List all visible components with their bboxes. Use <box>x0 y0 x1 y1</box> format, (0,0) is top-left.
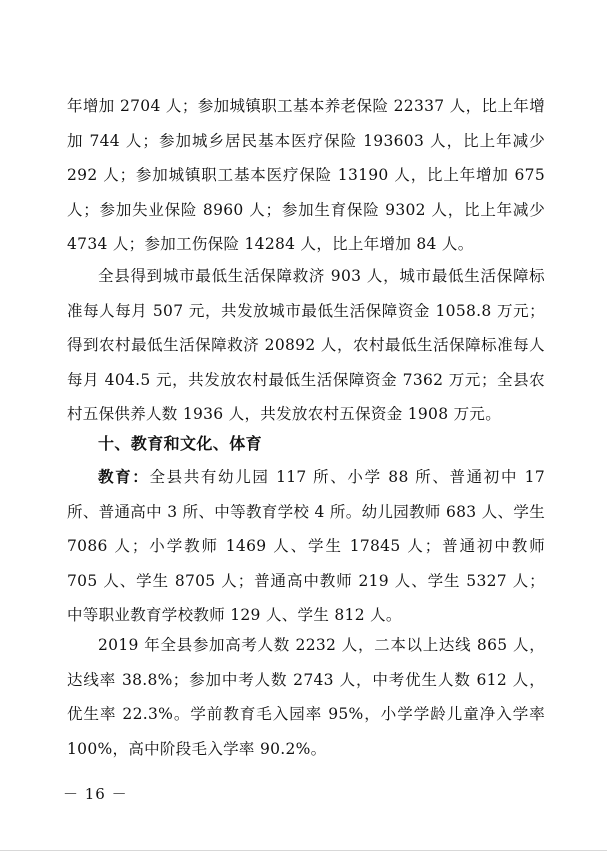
page-number: － 16 － <box>63 785 128 803</box>
section-heading-education-culture-sports: 十、教育和文化、体育 <box>98 434 263 453</box>
paragraph-education <box>67 460 545 633</box>
paragraph-social-insurance: 年增加 2704 人；参加城镇职工基本养老保险 22337 人，比上年增加 744 人；参加城乡居民基本医疗保险 193603 人，比上年减少 292 人；参加城镇职工基本医疗保险 13190 人，比上年增加 675 人；参加失业保险 8960 人；参加生育保险 9302 人，比上年减少 4734 人；参加工伤保险 14284 人，比上年增加 84 人。 <box>67 97 545 254</box>
education-lead-label: 教育： <box>98 468 150 486</box>
education-body-text: 全县共有幼儿园 117 所、小学 88 所、普通初中 17 所、普通高中 3 所、中等教育学校 4 所。幼儿园教师 683 人、学生 7086 人；小学教师 1469 人、学生 17845 人；普通初中教师 705 人、学生 8705 人；普通高中教师 219 人、学生 5327 人；中等职业教育学校教师 129 人、学生 812 人。 <box>67 468 545 625</box>
paragraph-exam-results: 2019 年全县参加高考人数 2232 人，二本以上达线 865 人，达线率 38.8%；参加中考人数 2743 人，中考优生人数 612 人，优生率 22.3%。学前教育毛入园率 95%，小学学龄儿童净入学率 100%，高中阶段毛入学率 90.2%。 <box>67 636 545 758</box>
page-bottom-divider <box>0 850 607 851</box>
paragraph-minimum-living-security: 全县得到城市最低生活保障救济 903 人，城市最低生活保障标准每人每月 507 元，共发放城市最低生活保障资金 1058.8 万元；得到农村最低生活保障救济 20892 人，农村最低生活保障标准每人每月 404.5 元，共发放农村最低生活保障资金 7362 万元；全县农村五保供养人数 1936 人，共发放农村五保资金 1908 万元。 <box>67 267 545 424</box>
